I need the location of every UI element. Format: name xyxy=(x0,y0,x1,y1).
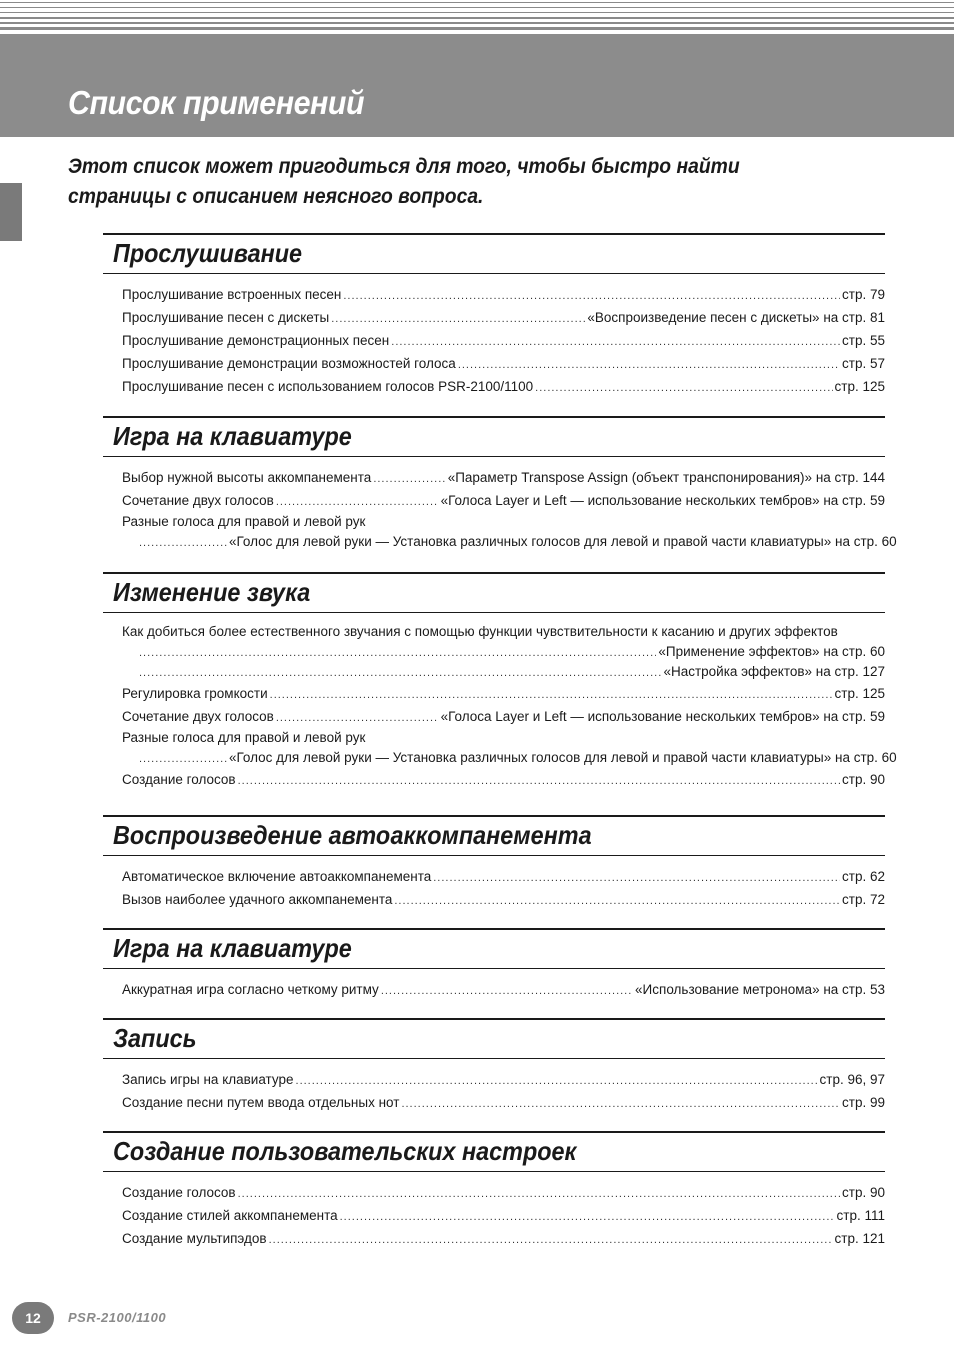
section-title: Создание пользовательских настроек xyxy=(113,1136,577,1166)
index-entry: Прослушивание песен с использованием голосов PSR-2100/1100 ..... стр. 125 xyxy=(103,375,885,398)
section-title: Прослушивание xyxy=(113,238,303,268)
index-entry: Создание песни путем ввода отдельных нот ..... стр. 99 xyxy=(103,1091,885,1114)
section-playing-2 xyxy=(103,928,885,1001)
index-entry: Автоматическое включение автоаккомпанемента ..... стр. 62 xyxy=(103,865,885,888)
index-entry: Прослушивание демонстрации возможностей голоса ..... стр. 57 xyxy=(103,352,885,375)
section-playing-1 xyxy=(103,416,897,552)
index-entry: Выбор нужной высоты аккомпанемента ..... «Параметр Transpose Assign (объект транспонирования)» на стр. 144 xyxy=(103,466,885,489)
section-title: Изменение звука xyxy=(113,577,311,607)
index-entry: Прослушивание встроенных песен ..... стр. 79 xyxy=(103,283,885,306)
section-title: Воспроизведение автоаккомпанемента xyxy=(113,820,592,850)
section-sound xyxy=(103,572,897,791)
index-entry-continuation: ..... «Голос для левой руки — Установка различных голосов для левой и правой части клавиатуры» на стр. 60 xyxy=(103,532,885,552)
index-entry: Запись игры на клавиатуре ..... стр. 96, 97 xyxy=(103,1068,885,1091)
index-entry: Сочетание двух голосов ..... «Голоса Layer и Left — использование нескольких тембров» на стр. 59 xyxy=(103,489,885,512)
section-title: Игра на клавиатуре xyxy=(113,933,352,963)
index-entry: Создание мультипэдов ..... стр. 121 xyxy=(103,1227,885,1250)
index-entry-continuation: ..... «Настройка эффектов» на стр. 127 xyxy=(103,662,885,682)
index-entry: Прослушивание демонстрационных песен ..... стр. 55 xyxy=(103,329,885,352)
index-entry: Создание стилей аккомпанемента ..... стр. 111 xyxy=(103,1204,885,1227)
index-entry-continuation: ..... «Применение эффектов» на стр. 60 xyxy=(103,642,885,662)
index-entry: Вызов наиболее удачного аккомпанемента ..... стр. 72 xyxy=(103,888,885,911)
index-entry: Аккуратная игра согласно четкому ритму ..... «Использование метронома» на стр. 53 xyxy=(103,978,885,1001)
section-recording xyxy=(103,1018,885,1114)
index-entry: Разные голоса для правой и левой рук xyxy=(122,514,366,529)
section-accompaniment xyxy=(103,815,885,911)
index-entry: Разные голоса для правой и левой рук xyxy=(122,730,366,745)
index-entry: Сочетание двух голосов ..... «Голоса Layer и Left — использование нескольких тембров» на стр. 59 xyxy=(103,705,885,728)
page-number-badge: 12 xyxy=(12,1302,54,1334)
section-title: Запись xyxy=(113,1023,197,1053)
intro-text: Этот список может пригодиться для того, чтобы быстро найти страницы с описанием неясного вопроса. xyxy=(68,155,740,208)
index-entry: Создание голосов ..... стр. 90 xyxy=(103,1181,885,1204)
index-entry-continuation: ..... «Голос для левой руки — Установка различных голосов для левой и правой части клавиатуры» на стр. 60 xyxy=(103,748,885,768)
index-entry: Как добиться более естественного звучания с помощью функции чувствительности к касанию и других эффектов xyxy=(122,624,838,639)
section-listening xyxy=(103,233,885,398)
index-entry: Прослушивание песен с дискеты ..... «Воспроизведение песен с дискеты» на стр. 81 xyxy=(103,306,885,329)
side-tab xyxy=(0,183,22,241)
model-name: PSR-2100/1100 xyxy=(68,1310,167,1325)
page-title: Список применений xyxy=(68,84,365,121)
section-title: Игра на клавиатуре xyxy=(113,421,352,451)
section-custom-settings xyxy=(103,1131,885,1250)
index-entry: Создание голосов ..... стр. 90 xyxy=(103,768,885,791)
index-entry: Регулировка громкости ..... стр. 125 xyxy=(103,682,885,705)
header-stripes xyxy=(0,0,954,34)
